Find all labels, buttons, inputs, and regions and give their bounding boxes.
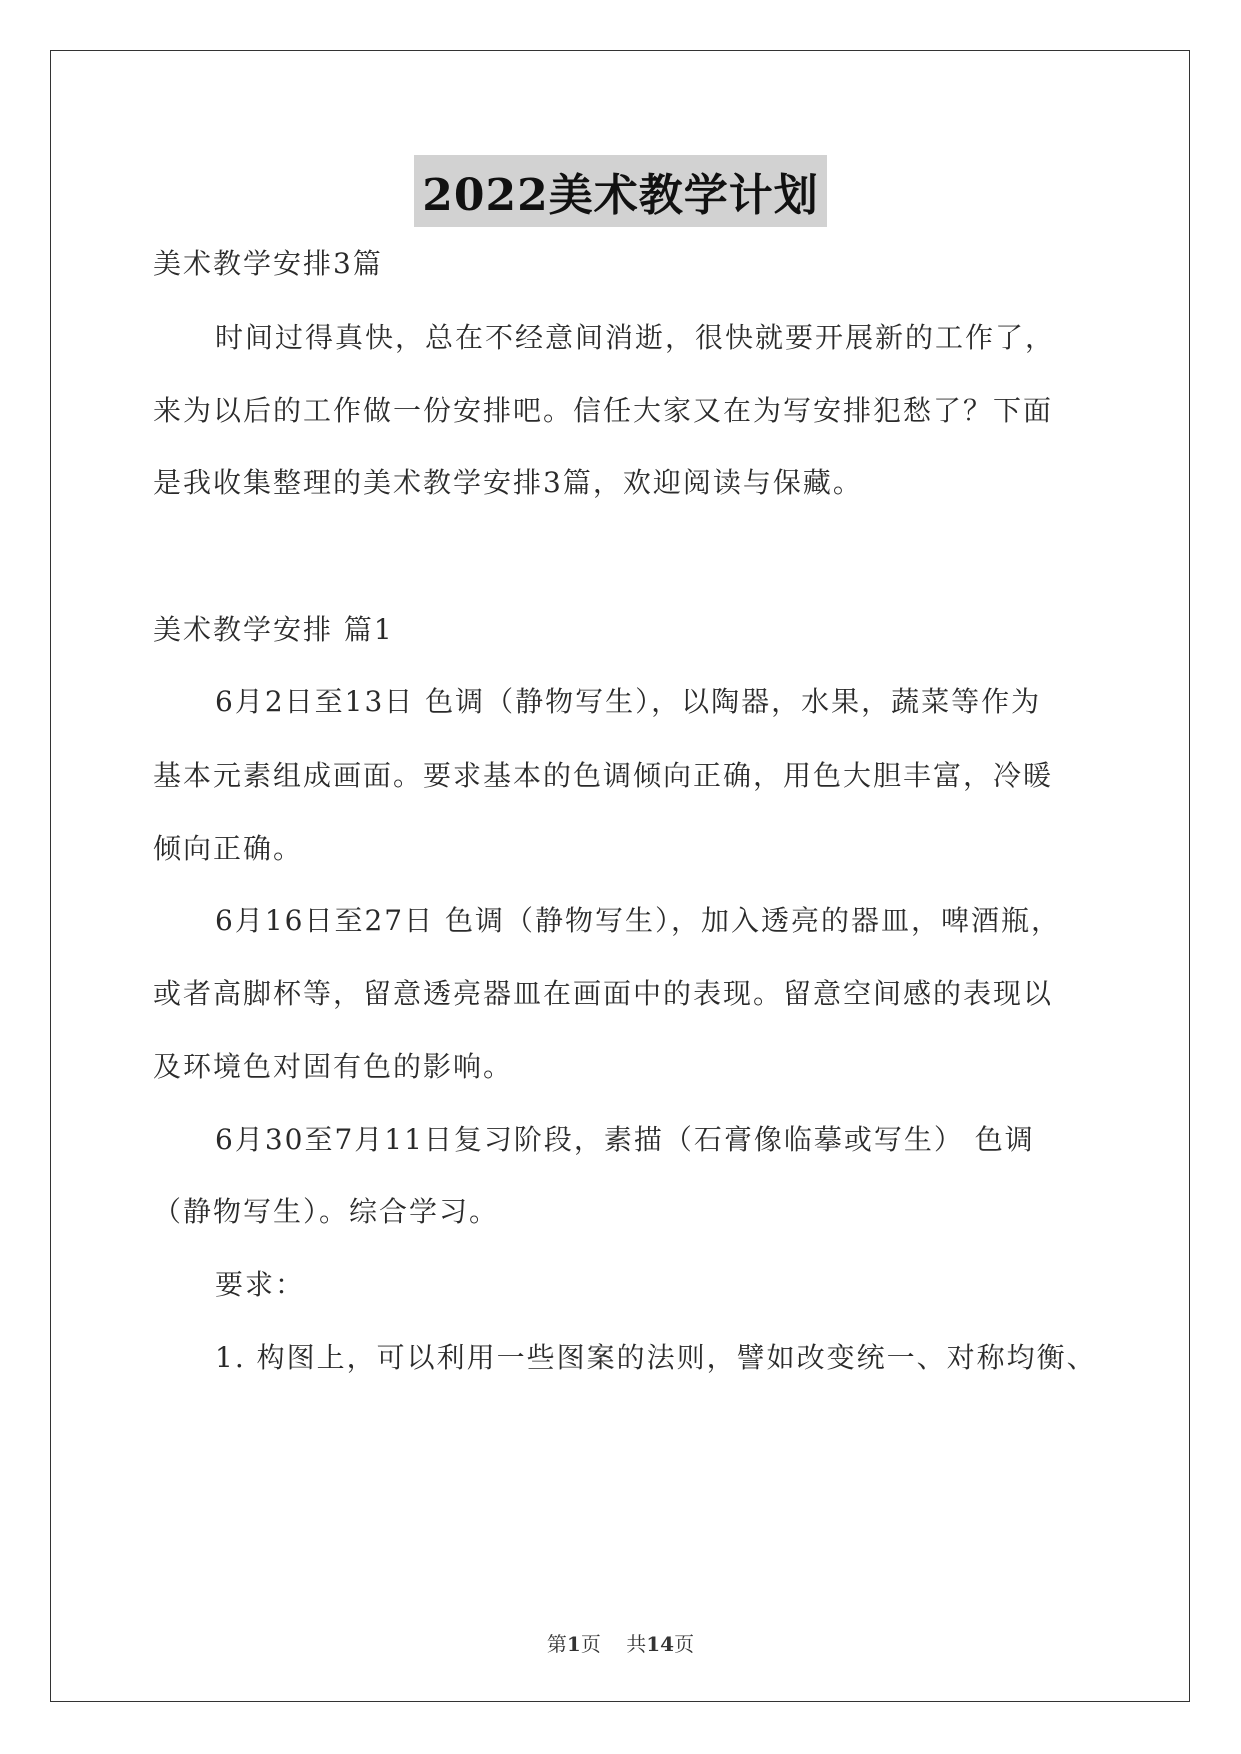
total-prefix: 共 bbox=[626, 1632, 647, 1656]
paragraph-line: 要求： bbox=[215, 1268, 306, 1301]
paragraph-line: 或者高脚杯等，留意透亮器皿在画面中的表现。留意空间感的表现以 bbox=[153, 977, 1054, 1010]
paragraph-line: 及环境色对固有色的影响。 bbox=[153, 1050, 514, 1083]
paragraph-line: 6月16日至27日 色调（静物写生），加入透亮的器皿，啤酒瓶， bbox=[215, 904, 1061, 937]
total-pages: 14 bbox=[646, 1632, 675, 1656]
section-heading: 美术教学安排3篇 bbox=[153, 247, 383, 280]
paragraph-line: 时间过得真快，总在不经意间消逝，很快就要开展新的工作了， bbox=[215, 321, 1056, 354]
document-title: 2022美术教学计划 bbox=[414, 155, 826, 227]
page-border bbox=[50, 50, 1190, 1702]
paragraph-line: 来为以后的工作做一份安排吧。信任大家又在为写安排犯愁了？下面 bbox=[153, 394, 1054, 427]
section-heading: 美术教学安排 篇1 bbox=[153, 613, 394, 646]
paragraph-line: 是我收集整理的美术教学安排3篇，欢迎阅读与保藏。 bbox=[153, 466, 863, 499]
paragraph-line: （静物写生）。综合学习。 bbox=[153, 1195, 500, 1228]
paragraph-line: 6月30至7月11日复习阶段，素描（石膏像临摹或写生） 色调 bbox=[215, 1123, 1035, 1156]
page-prefix: 第 bbox=[546, 1632, 567, 1656]
total-suffix: 页 bbox=[674, 1632, 695, 1656]
paragraph-line: 1. 构图上，可以利用一些图案的法则，譬如改变统一、对称均衡、 bbox=[215, 1341, 1097, 1374]
paragraph-line: 6月2日至13日 色调（静物写生），以陶器，水果，蔬菜等作为 bbox=[215, 685, 1042, 718]
page-suffix: 页 bbox=[580, 1632, 601, 1656]
page-footer bbox=[0, 1628, 1241, 1657]
page-number: 1 bbox=[566, 1632, 581, 1656]
paragraph-line: 倾向正确。 bbox=[153, 832, 304, 865]
paragraph-line: 基本元素组成画面。要求基本的色调倾向正确，用色大胆丰富，冷暖 bbox=[153, 759, 1054, 792]
document-title-wrapper bbox=[0, 155, 1241, 227]
